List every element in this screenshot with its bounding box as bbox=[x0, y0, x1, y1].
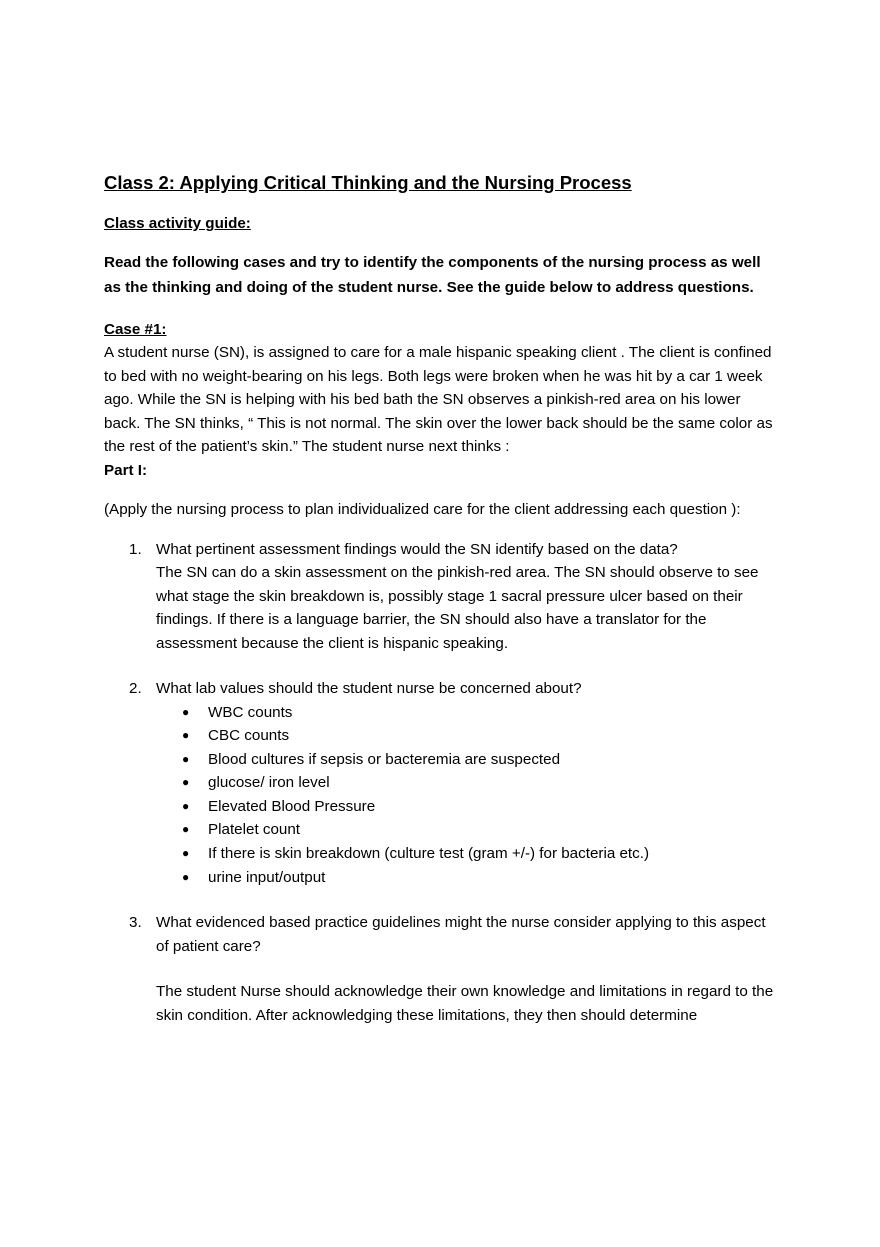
answer-text: The student Nurse should acknowledge their own knowledge and limitations in regard to the skin condition. After acknowledging these limitations, they then should determine bbox=[156, 983, 774, 1024]
question-text: What evidenced based practice guidelines might the nurse consider applying to this aspect of patient care? bbox=[156, 914, 766, 955]
list-item: ● Platelet count bbox=[156, 818, 780, 842]
question-number: 3. bbox=[129, 914, 142, 932]
question-number: 1. bbox=[129, 540, 142, 558]
case-heading: Case #1: bbox=[104, 320, 167, 338]
question-item-2 bbox=[104, 677, 780, 889]
document-page bbox=[104, 170, 780, 1049]
lab-values-list bbox=[156, 701, 780, 890]
bullet-icon: ● bbox=[182, 846, 190, 861]
question-number: 2. bbox=[129, 680, 142, 697]
question-list bbox=[104, 538, 780, 1028]
list-item: ● Elevated Blood Pressure bbox=[156, 795, 780, 819]
answer-text: The SN can do a skin assessment on the pinkish-red area. The SN should observe to see what stage the skin breakdown is, possibly stage 1 sacral pressure ulcer based on their findings. If there is a language barrier, the SN should also have a translator for the assessment because the client is hispanic speaking. bbox=[156, 564, 759, 652]
page-title: Class 2: Applying Critical Thinking and the Nursing Process bbox=[104, 172, 632, 193]
list-item: ● urine input/output bbox=[156, 866, 780, 890]
bullet-icon: ● bbox=[182, 704, 190, 719]
bullet-icon: ● bbox=[182, 822, 190, 837]
apply-instruction: (Apply the nursing process to plan individualized care for the client addressing each question ): bbox=[104, 501, 741, 518]
bullet-icon: ● bbox=[182, 869, 190, 884]
bullet-icon: ● bbox=[182, 775, 190, 790]
question-item-1 bbox=[104, 538, 780, 656]
bullet-icon: ● bbox=[182, 751, 190, 766]
instructions-paragraph: Read the following cases and try to identify the components of the nursing process as well as the thinking and doing of the student nurse. See the guide below to address questions. bbox=[104, 253, 761, 296]
question-text: What pertinent assessment findings would the SN identify based on the data? bbox=[156, 540, 678, 558]
question-text: What lab values should the student nurse be concerned about? bbox=[156, 680, 582, 697]
list-item: ● CBC counts bbox=[156, 724, 780, 748]
activity-guide-heading: Class activity guide: bbox=[104, 215, 251, 232]
list-item: ● glucose/ iron level bbox=[156, 771, 780, 795]
list-item: ● If there is skin breakdown (culture test (gram +/-) for bacteria etc.) bbox=[156, 842, 780, 866]
question-item-3 bbox=[104, 911, 780, 1027]
list-item: ● Blood cultures if sepsis or bacteremia are suspected bbox=[156, 748, 780, 772]
part-heading: Part I: bbox=[104, 461, 148, 479]
case-description: A student nurse (SN), is assigned to care for a male hispanic speaking client . The client is confined to bed with no weight-bearing on his legs. Both legs were broken when he was hit by a car 1 week ago. While the SN is helping with his bed bath the SN observes a pinkish-red area on his lower back. The SN thinks, “ This is not normal. The skin over the lower back should be the same color as the rest of the patient’s skin.” The student nurse next thinks : bbox=[104, 344, 773, 455]
bullet-icon: ● bbox=[182, 798, 190, 813]
list-item: ● WBC counts bbox=[156, 701, 780, 725]
bullet-icon: ● bbox=[182, 728, 190, 743]
